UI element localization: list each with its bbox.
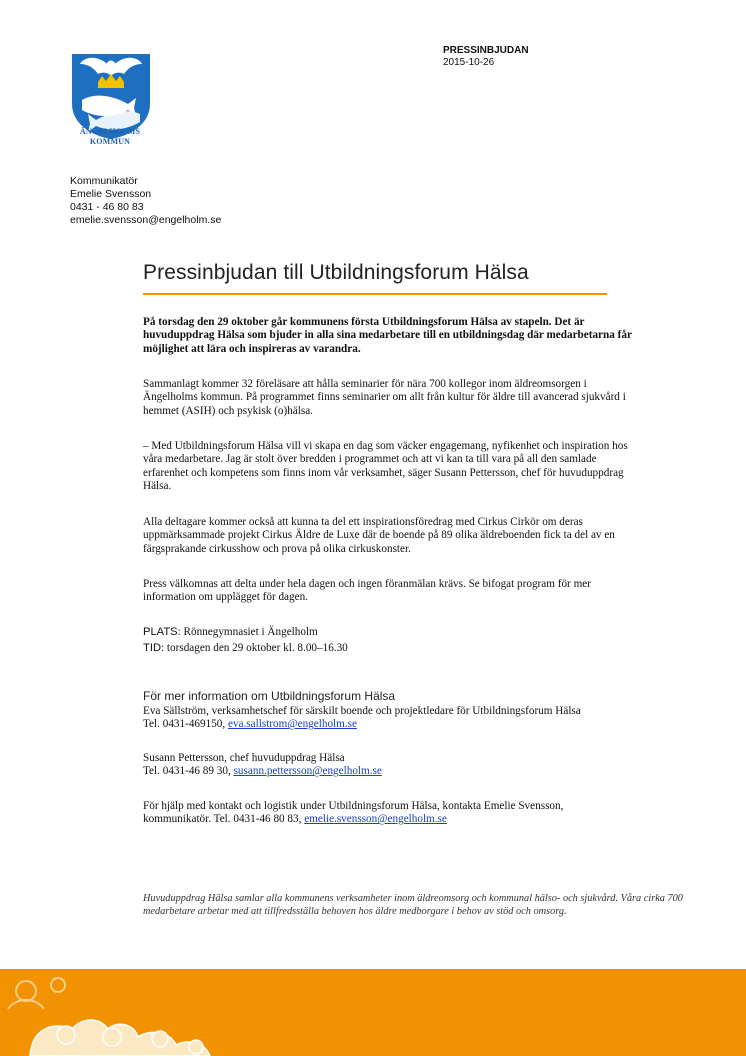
document-type-label: PRESSINBJUDAN <box>443 45 529 56</box>
more-info-heading: För mer information om Utbildningsforum Hälsa <box>143 689 396 703</box>
event-time-value: : torsdagen den 29 oktober kl. 8.00–16.30 <box>161 642 348 654</box>
contact-entry-3 <box>143 800 703 827</box>
contact-entry-2-description: Susann Pettersson, chef huvuduppdrag Hälsa <box>143 752 345 764</box>
event-place <box>143 626 643 639</box>
contact-entry-1-phone: Tel. 0431-469150, <box>143 718 228 731</box>
body-paragraph-2: – Med Utbildningsforum Hälsa vill vi skapa en dag som väcker engagemang, nyfikenhet och inspiration hos våra medarbetare. Jag är stolt över bredden i programmet och att vi kan ta till vara på all den samlade erfarenhet och kompetens som finns inom vår verksamhet, säger Susann Pettersson, chef för huvuduppdrag Hälsa. <box>143 440 628 492</box>
contact-entry-3-email-link[interactable]: emelie.svensson@engelholm.se <box>304 813 447 826</box>
contact-entry-2 <box>143 752 643 779</box>
contact-entry-1-description: Eva Sällström, verksamhetschef för särskilt boende och projektledare för Utbildningsforum Hälsa <box>143 705 581 717</box>
body-paragraph-4: Press välkomnas att delta under hela dagen och ingen föranmälan krävs. Se bifogat program för mer information om upplägget för dagen. <box>143 578 591 604</box>
event-time <box>143 642 643 655</box>
event-time-label: TID <box>143 642 162 654</box>
event-place-value: : Rönnegymnasiet i Ängelholm <box>177 626 318 638</box>
contact-entry-2-email-link[interactable]: susann.pettersson@engelholm.se <box>233 765 382 778</box>
contact-entry-3-description: För hjälp med kontakt och logistik under Utbildningsforum Hälsa, kontakta Emelie Svensson, <box>143 800 564 812</box>
municipality-name-line2: KOMMUN <box>89 137 131 146</box>
event-place-label: PLATS <box>143 626 178 638</box>
page-title: Pressinbjudan till Utbildningsforum Hälsa <box>143 261 529 284</box>
contact-entry-3-phone: kommunikatör. Tel. 0431-46 80 83, <box>143 813 305 826</box>
document-date: 2015-10-26 <box>443 57 495 68</box>
contact-entry-1-email-link[interactable]: eva.sallstrom@engelholm.se <box>227 718 357 731</box>
footer-banner <box>0 969 746 1056</box>
body-paragraph-3: Alla deltagare kommer också att kunna ta del ett inspirationsföredrag med Cirkus Cirkör om deras uppmärksammade projekt Cirkus Äldre de Luxe där de boende på 89 olika äldreboenden fick ta del av en färgsprakande cirkusshow och prova på olika cirkuskonster. <box>143 516 615 555</box>
title-divider <box>143 293 607 295</box>
angel-decoration-graphic <box>0 969 746 1056</box>
sender-contact-block <box>70 175 221 227</box>
sender-role: Kommunikatör <box>70 175 138 187</box>
lead-paragraph: På torsdag den 29 oktober går kommunens första Utbildningsforum Hälsa av stapeln. Det är huvuduppdrag Hälsa som bjuder in alla sina medarbetare till en utbildningsdag där medarbetarna får möjlighet att lära och inspireras av varandra. <box>143 316 632 355</box>
municipality-name-line1: ÄNGELHOLMS <box>79 127 141 136</box>
contact-entry-2-phone: Tel. 0431-46 89 30, <box>143 765 234 778</box>
sender-email: emelie.svensson@engelholm.se <box>70 214 222 226</box>
sender-name: Emelie Svensson <box>70 188 152 200</box>
municipality-name <box>60 127 160 147</box>
contact-entry-1 <box>143 705 703 732</box>
sender-phone: 0431 - 46 80 83 <box>70 201 144 213</box>
footnote: Huvuduppdrag Hälsa samlar alla kommunens verksamheter inom äldreomsorg och kommunal hälso- och sjukvård. Våra cirka 700 medarbetare arbetar med att tillfredsställa behoven hos äldre medborgare i behov av stöd och omsorg. <box>143 893 683 917</box>
body-paragraph-1: Sammanlagt kommer 32 föreläsare att hålla seminarier för nära 700 kollegor inom äldreomsorgen i Ängelholms kommun. På programmet finns seminarier om allt från kultur för äldre till avancerad sjukvård i hemmet (ASIH) och psykisk (o)hälsa. <box>143 378 626 417</box>
